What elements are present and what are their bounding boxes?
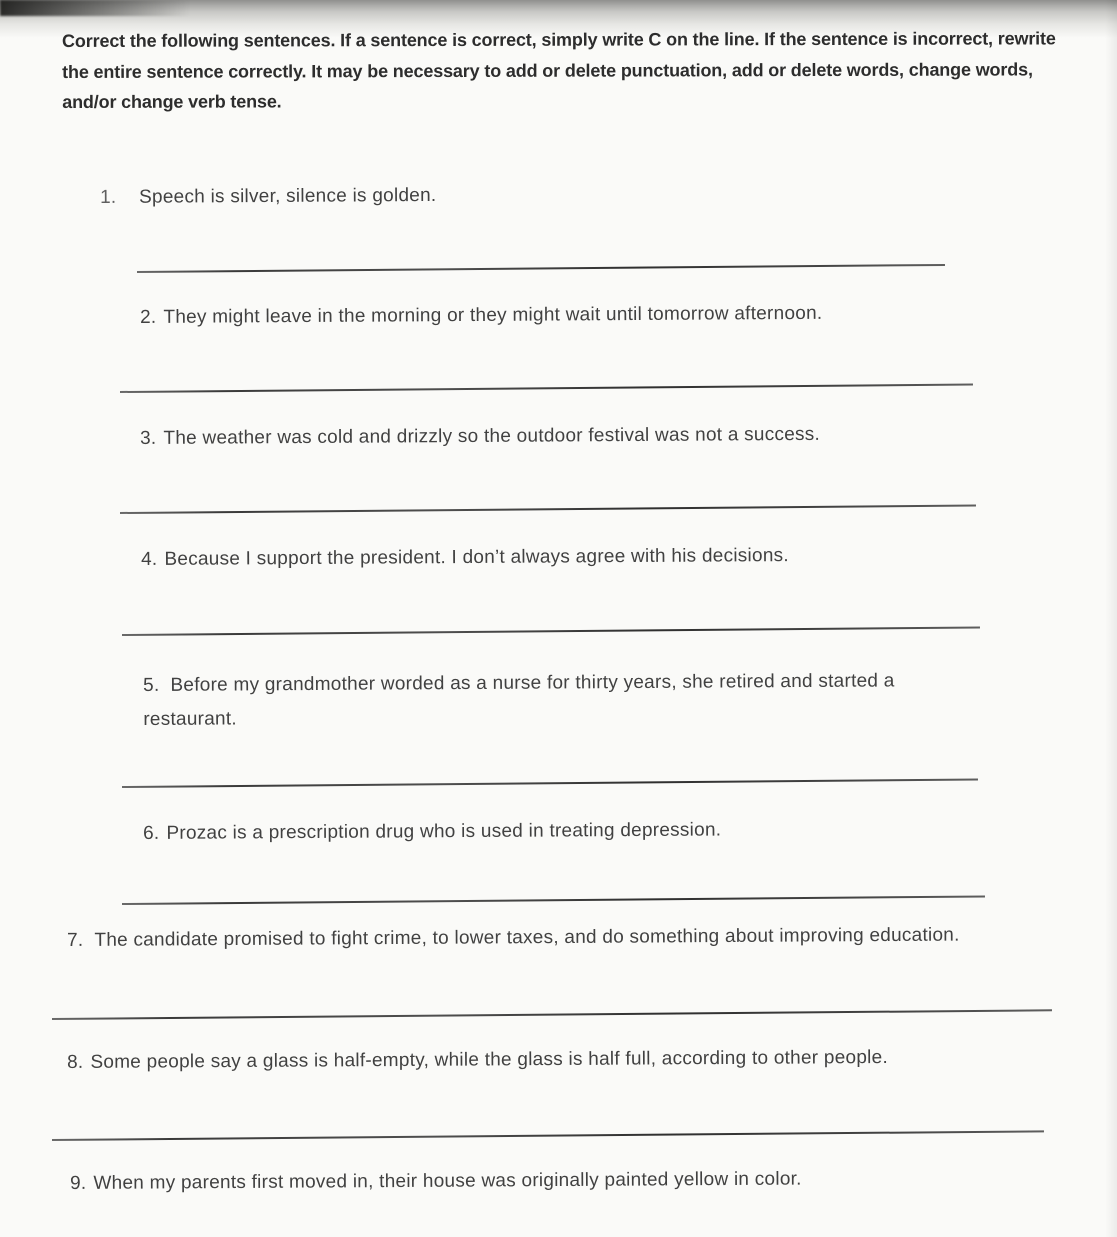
answer-line [52, 1130, 1044, 1140]
answer-line [122, 895, 985, 904]
question-number: 6. [143, 822, 160, 844]
answer-line [137, 264, 945, 273]
question-number: 3. [140, 427, 157, 449]
question-item [70, 1168, 802, 1196]
worksheet-instructions: Correct the following sentences. If a sentence is correct, simply write C on the line. If the sentence is incorrect, rewrite the entire sentence correctly. It may be necessary to add or delete punctuation, add or delete words, change words, and/or change verb tense. [62, 28, 1056, 112]
answer-line [122, 627, 980, 636]
question-item [67, 1046, 888, 1075]
answer-line [120, 505, 976, 514]
question-text: Because I support the president. I don’t always agree with his decisions. [164, 545, 789, 570]
scanner-right-edge-shadow [1105, 0, 1117, 1237]
question-text: When my parents first moved in, their house was originally painted yellow in color. [93, 1168, 802, 1194]
answer-line [120, 384, 973, 393]
question-text: They might leave in the morning or they might wait until tomorrow afternoon. [163, 302, 823, 328]
question-number: 9. [70, 1172, 87, 1194]
question-item [140, 423, 820, 451]
question-number: 5. [143, 674, 160, 696]
question-number: 1. [100, 186, 117, 208]
question-number: 7. [67, 929, 84, 951]
question-item [100, 184, 436, 210]
question-text: The candidate promised to fight crime, to lower taxes, and do something about improving education. [94, 924, 960, 951]
question-number: 8. [67, 1051, 84, 1073]
question-item [140, 302, 822, 330]
question-item [143, 664, 988, 737]
answer-line [122, 779, 978, 788]
question-item [143, 818, 721, 846]
question-text: Prozac is a prescription drug who is used in treating depression. [166, 819, 722, 844]
question-text: Speech is silver, silence is golden. [139, 184, 437, 208]
question-number: 2. [140, 306, 157, 328]
answer-line [52, 1009, 1052, 1019]
scanner-corner-artifact [0, 0, 190, 16]
question-text: Some people say a glass is half-empty, while the glass is half full, according to other people. [90, 1046, 889, 1073]
question-text: The weather was cold and drizzly so the outdoor festival was not a success. [163, 423, 821, 449]
question-text: Before my grandmother worded as a nurse for thirty years, she retired and started a restaurant. [143, 670, 895, 730]
question-number: 4. [141, 548, 158, 570]
question-item [141, 544, 789, 572]
question-item [67, 924, 960, 953]
